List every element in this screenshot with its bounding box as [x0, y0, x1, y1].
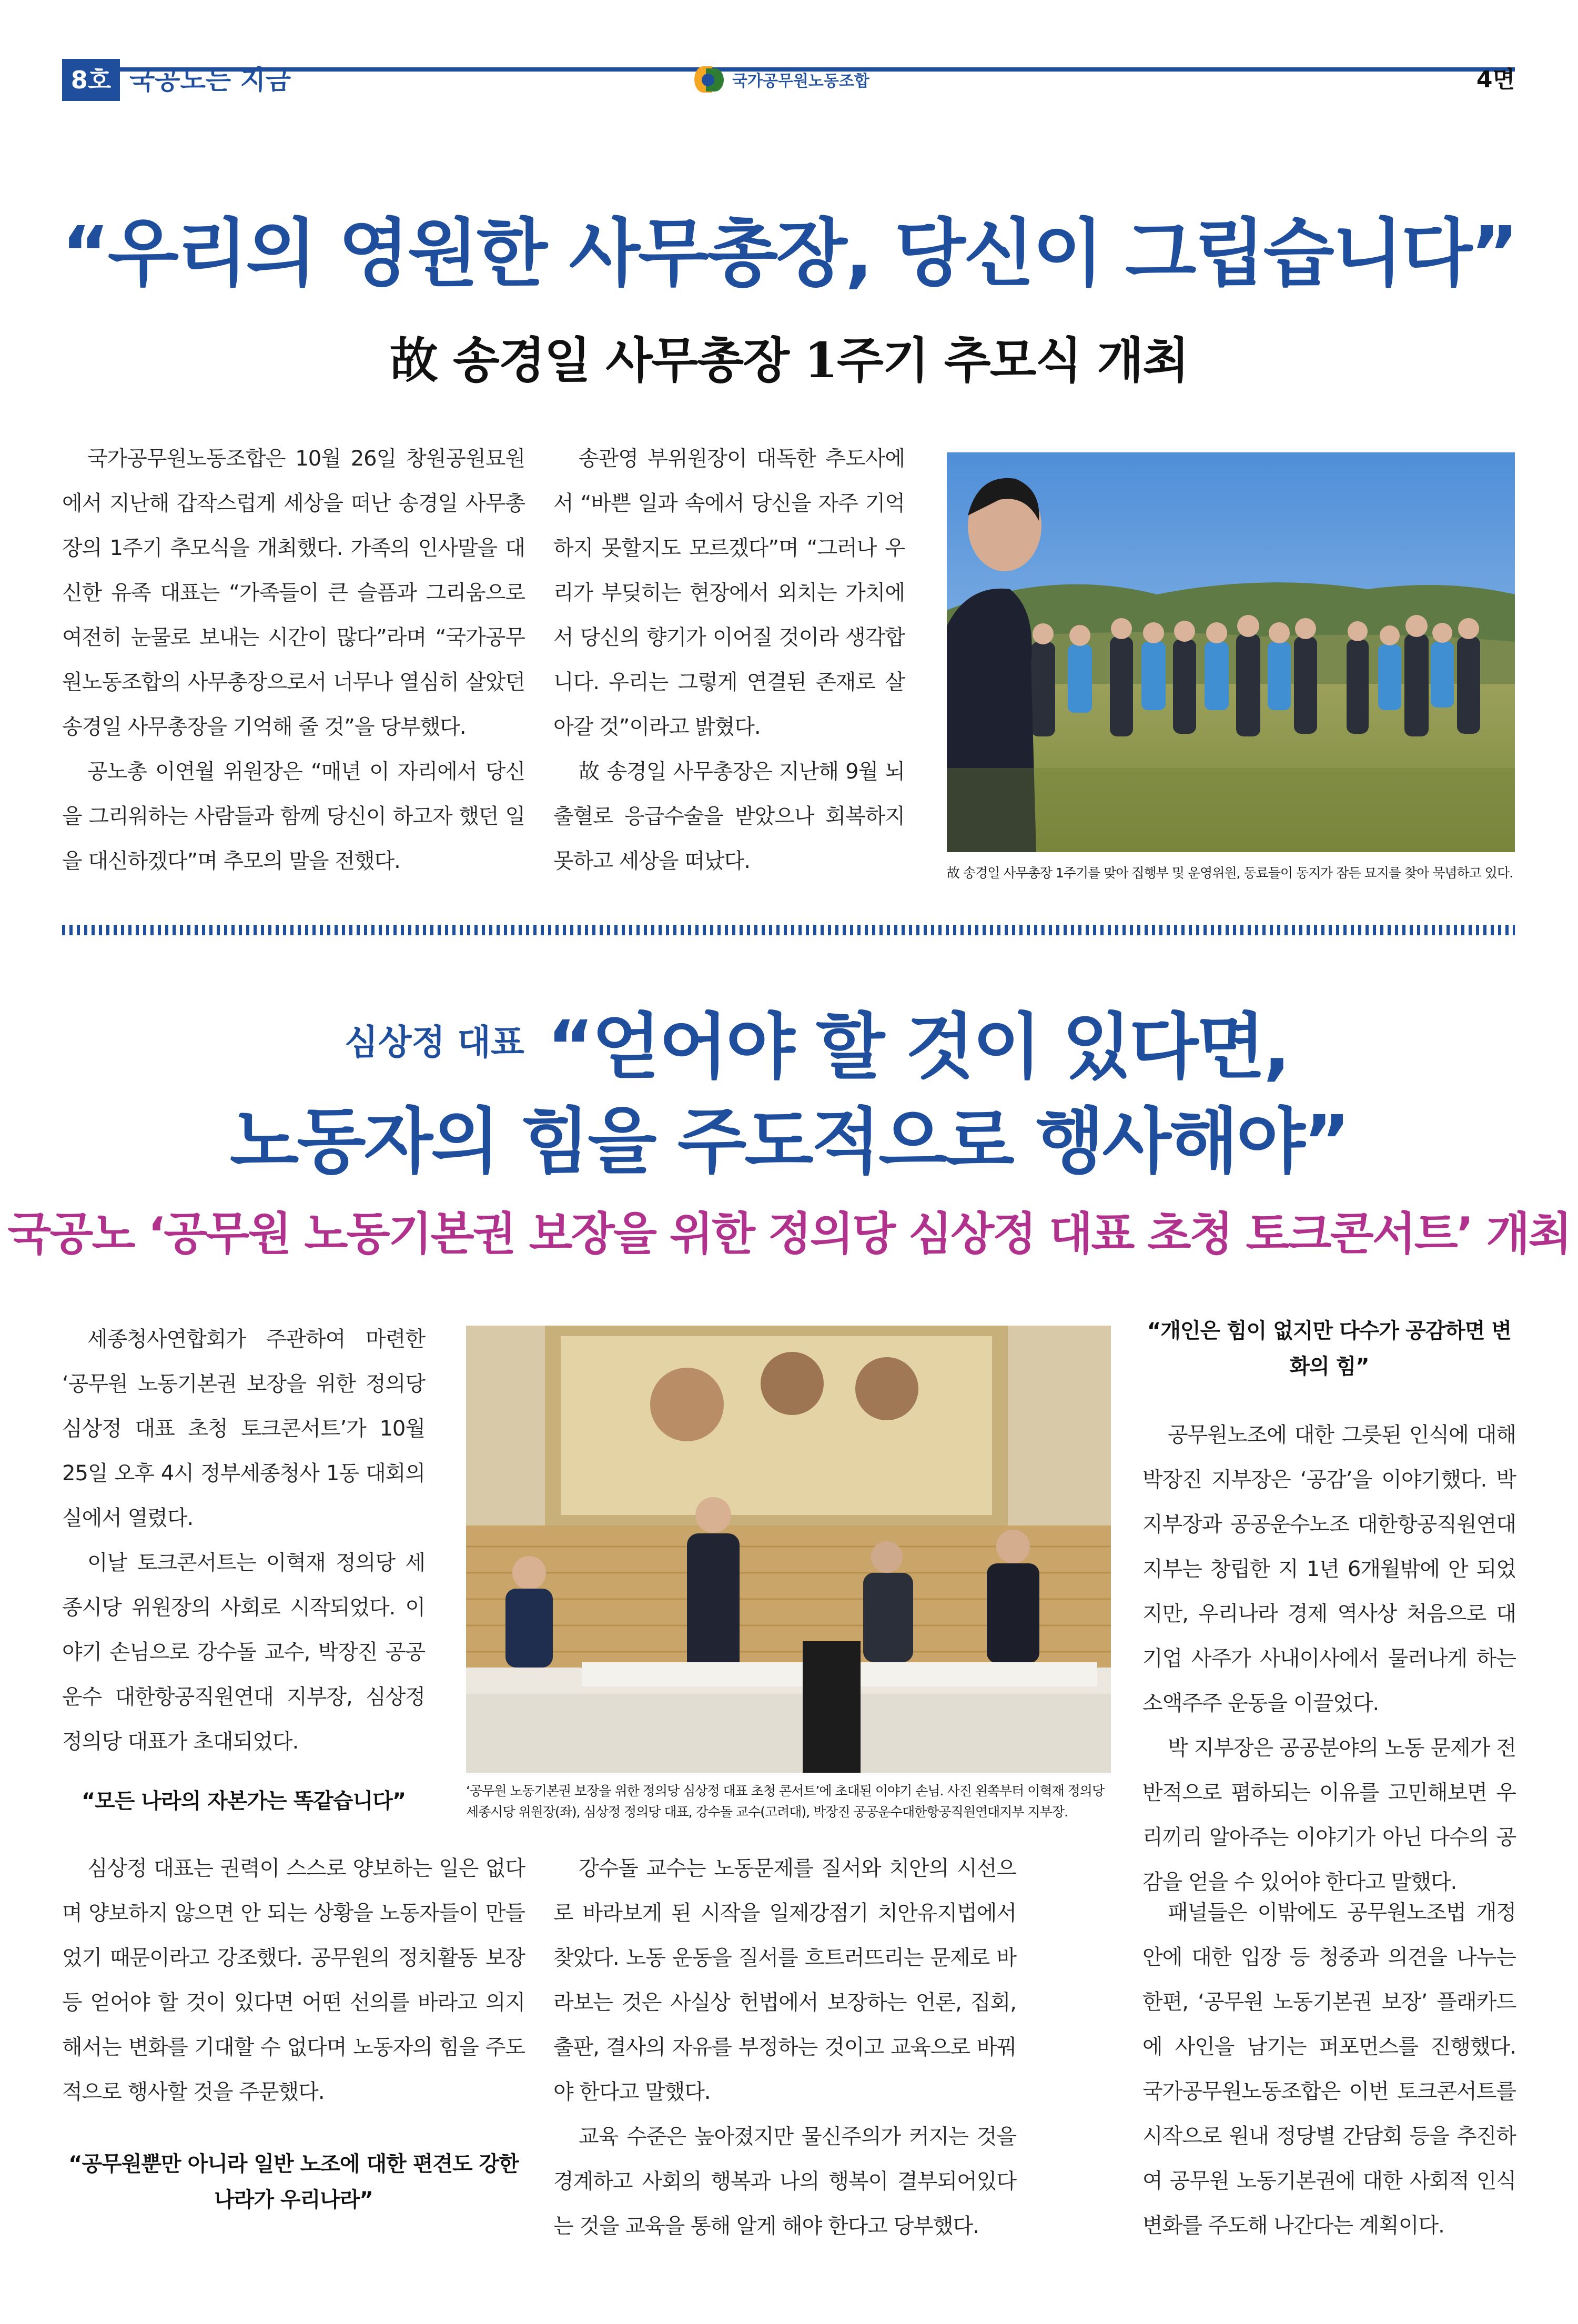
paragraph: 공무원노조에 대한 그릇된 인식에 대해 박장진 지부장은 ‘공감’을 이야기했다. 박 지부장과 공공운수노조 대한항공직원연대지부는 창립한 지 1년 6개월밖에 안 되었지만, 우리나라 경제 역사상 처음으로 대기업 사주가 사내이사에서 물러나게 하는 소액주주 운동을 이끌었다. [1142, 1423, 1516, 1715]
article2-kicker: 심상정 대표 [345, 1022, 524, 1063]
article1-title: “우리의 영원한 사무총장, 당신이 그립습니다” [61, 211, 1517, 297]
article1-column2 [553, 437, 905, 884]
article2-section2 [553, 1846, 1016, 2249]
article2-subtitle: 국공노 ‘공무원 노동기본권 보장을 위한 정의당 심상정 대표 초청 토크콘서트’ 개최 [7, 1208, 1571, 1260]
logo-icon [694, 64, 725, 95]
memorial-photo [947, 452, 1515, 852]
paragraph: 심상정 대표는 권력이 스스로 양보하는 일은 없다며 양보하지 않으면 안 되는 상황을 노동자들이 만들었기 때문이라고 강조했다. 공무원의 정치활동 보장 등 얻어야 할 것이 있다면 어떤 선의를 바라고 의지해서는 변화를 기대할 수 없다며 노동자의 힘을 주도적으로 행사할 것을 주문했다. [62, 1856, 525, 2104]
paragraph: 교육 수준은 높아졌지만 물신주의가 커지는 것을 경계하고 사회의 행복과 나의 행복이 결부되어있다는 것을 교육을 통해 알게 해야 한다고 당부했다. [553, 2125, 1016, 2238]
paragraph: 세종청사연합회가 주관하여 마련한 ‘공무원 노동기본권 보장을 위한 정의당 심상정 대표 초청 토크콘서트’가 10월 25일 오후 4시 정부세종청사 1동 대회의실에서 열렸다. [62, 1327, 425, 1530]
paragraph: 박 지부장은 공공분야의 노동 문제가 전반적으로 폄하되는 이유를 고민해보면 우리끼리 알아주는 이야기가 아닌 다수의 공감을 얻을 수 있어야 한다고 말했다. [1142, 1736, 1516, 1894]
subhead-capitalists: “모든 나라의 자본가는 똑같습니다” [81, 1789, 406, 1813]
article2-title-line1: “얻어야 할 것이 있다면, [547, 1006, 1289, 1089]
article2-intro [62, 1317, 425, 1764]
article2-title-line2: 노동자의 힘을 주도적으로 행사해야” [229, 1100, 1349, 1184]
talk-concert-photo-caption: ‘공무원 노동기본권 보장을 위한 정의당 심상정 대표 초청 콘서트’에 초대된 이야기 손님. 사진 왼쪽부터 이혁재 정의당 세종시당 위원장(좌), 심상정 정의당 대표, 강수돌 교수(고려대), 박장진 공공운수대한항공직원연대지부 지부장. [466, 1783, 1105, 1820]
paragraph: 패널들은 이밖에도 공무원노조법 개정안에 대한 입장 등 청중과 의견을 나누는 한편, ‘공무원 노동기본권 보장’ 플래카드에 사인을 남기는 퍼포먼스를 진행했다. 국가공무원노동조합은 이번 토크콘서트를 시작으로 원내 정당별 간담회 등을 추진하여 공무원 노동기본권에 대한 사회적 인식 변화를 주도해 나간다는 계획이다. [1142, 1901, 1516, 2238]
page-number: 4면 [1476, 66, 1515, 93]
section-name: 국공노는 지금 [129, 65, 291, 95]
issue-number: 8호 [62, 59, 120, 101]
org-name: 국가공무원노동조합 [732, 72, 869, 90]
subhead-prejudice: “공무원뿐만 아니라 일반 노조에 대한 편견도 강한 나라가 우리나라” [68, 2152, 519, 2212]
article2-closing [1142, 1891, 1516, 2248]
paragraph: 故 송경일 사무총장은 지난해 9월 뇌출혈로 응급수술을 받았으나 회복하지 못하고 세상을 떠났다. [553, 760, 905, 873]
org-logo [694, 64, 869, 95]
article1-column1 [62, 437, 525, 884]
talk-concert-photo [466, 1326, 1111, 1773]
section-divider [62, 925, 1515, 935]
subhead-empathy: “개인은 힘이 없지만 다수가 공감하면 변화의 힘” [1147, 1319, 1512, 1379]
paragraph: 송관영 부위원장이 대독한 추도사에서 “바쁜 일과 속에서 당신을 자주 기억하지 못할지도 모르겠다”며 “그러나 우리가 부딪히는 현장에서 외치는 가치에서 당신의 향기가 이어질 것이라 생각합니다. 우리는 그렇게 연결된 존재로 살아갈 것”이라고 밝혔다. [553, 447, 905, 739]
paragraph: 강수돌 교수는 노동문제를 질서와 치안의 시선으로 바라보게 된 시작을 일제강점기 치안유지법에서 찾았다. 노동 운동을 질서를 흐트러뜨리는 문제로 바라보는 것은 사실상 헌법에서 보장하는 언론, 집회, 출판, 결사의 자유를 부정하는 것이고 교육으로 바꿔야 한다고 말했다. [553, 1856, 1016, 2104]
memorial-photo-caption: 故 송경일 사무총장 1주기를 맞아 집행부 및 운영위원, 동료들이 동지가 잠든 묘지를 찾아 묵념하고 있다. [947, 865, 1513, 881]
paragraph: 공노총 이연월 위원장은 “매년 이 자리에서 당신을 그리워하는 사람들과 함께 당신이 하고자 했던 일을 대신하겠다”며 추모의 말을 전했다. [62, 760, 525, 873]
paragraph: 국가공무원노동조합은 10월 26일 창원공원묘원에서 지난해 갑작스럽게 세상을 떠난 송경일 사무총장의 1주기 추모식을 개최했다. 가족의 인사말을 대신한 유족 대표는 “가족들이 큰 슬픔과 그리움으로 여전히 눈물로 보내는 시간이 많다”라며 “국가공무원노동조합의 사무총장으로서 너무나 열심히 살았던 송경일 사무총장을 기억해 줄 것”을 당부했다. [62, 447, 525, 739]
article1-subtitle: 故 송경일 사무총장 1주기 추모식 개최 [389, 332, 1189, 389]
article2-section3 [1142, 1413, 1516, 1905]
paragraph: 이날 토크콘서트는 이혁재 정의당 세종시당 위원장의 사회로 시작되었다. 이야기 손님으로 강수돌 교수, 박장진 공공운수 대한항공직원연대 지부장, 심상정 정의당 대표가 초대되었다. [62, 1551, 425, 1754]
article2-section1 [62, 1846, 525, 2115]
